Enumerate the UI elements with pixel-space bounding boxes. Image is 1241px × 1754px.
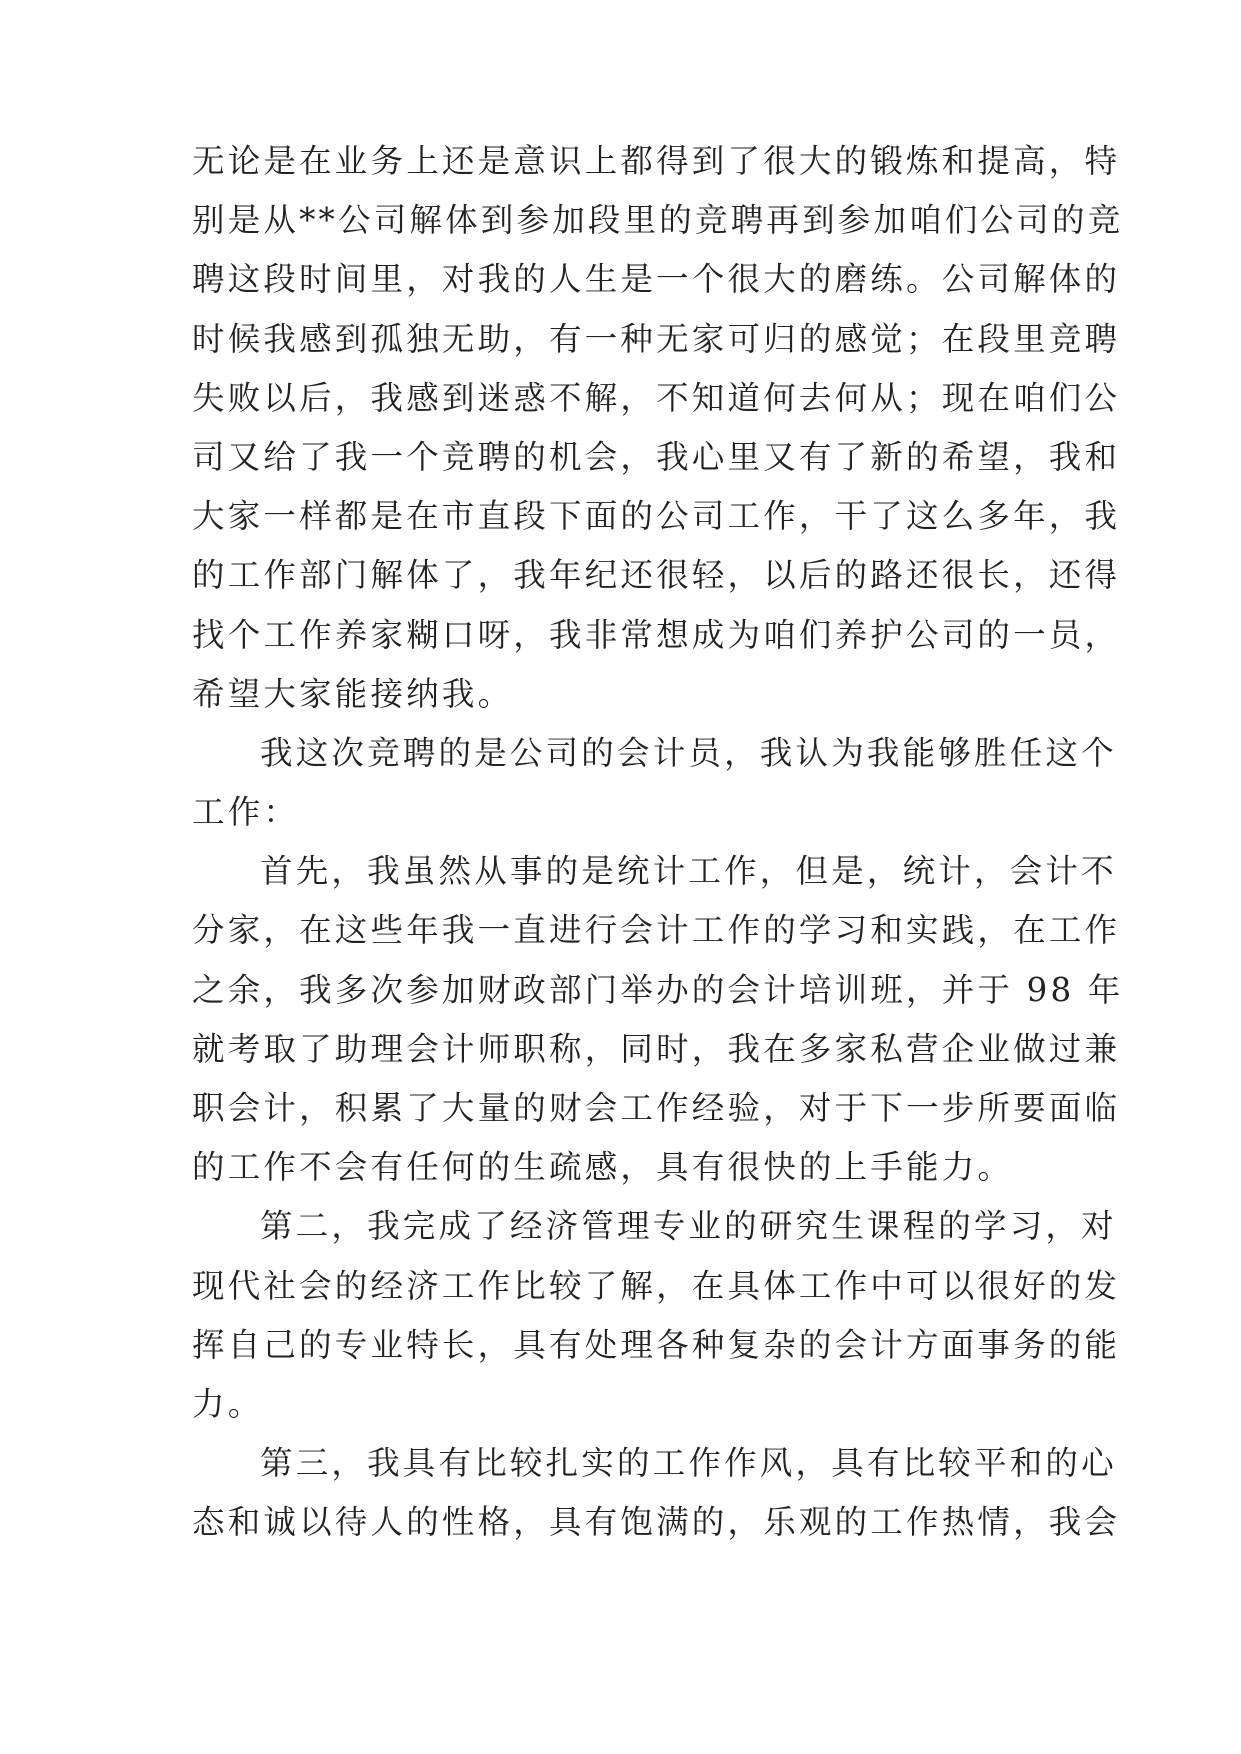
text-line: 希望大家能接纳我。 <box>192 674 514 713</box>
text-line: 工作： <box>192 793 300 832</box>
text-line: 职会计，积累了大量的财会工作经验，对于下一步所要面临 <box>192 1089 1121 1127</box>
text-line: 别是从**公司解体到参加段里的竞聘再到参加咱们公司的竞 <box>192 201 1124 240</box>
text-line: 就考取了助理会计师职称，同时，我在多家私营企业做过兼 <box>192 1029 1121 1068</box>
text-line: 失败以后，我感到迷惑不解，不知道何去何从；现在咱们公 <box>192 378 1121 417</box>
text-line: 无论是在业务上还是意识上都得到了很大的锻炼和提高，特 <box>192 142 1121 180</box>
text-line: 之余，我多次参加财政部门举办的会计培训班，并于 98 年 <box>192 970 1124 1009</box>
text-line: 分家，在这些年我一直进行会计工作的学习和实践，在工作 <box>192 911 1121 950</box>
text-line: 的工作部门解体了，我年纪还很轻，以后的路还很长，还得 <box>192 556 1121 595</box>
text-line: 力。 <box>192 1384 264 1423</box>
text-line: 找个工作养家糊口呀，我非常想成为咱们养护公司的一员， <box>192 615 1121 654</box>
document-body <box>192 132 1124 1553</box>
text-line: 第三，我具有比较扎实的工作作风，具有比较平和的心 <box>260 1444 1117 1483</box>
text-line: 第二，我完成了经济管理专业的研究生课程的学习，对 <box>260 1207 1117 1246</box>
text-line: 态和诚以待人的性格，具有饱满的，乐观的工作热情，我会 <box>192 1503 1121 1542</box>
text-line: 司又给了我一个竞聘的机会，我心里又有了新的希望，我和 <box>192 437 1121 476</box>
text-line: 聘这段时间里，对我的人生是一个很大的磨练。公司解体的 <box>192 260 1121 299</box>
text-line: 挥自己的专业特长，具有处理各种复杂的会计方面事务的能 <box>192 1325 1121 1364</box>
text-line: 首先，我虽然从事的是统计工作，但是，统计，会计不 <box>260 852 1117 891</box>
text-line: 现代社会的经济工作比较了解，在具体工作中可以很好的发 <box>192 1266 1121 1305</box>
text-line: 的工作不会有任何的生疏感，具有很快的上手能力。 <box>192 1148 1014 1187</box>
text-line: 时候我感到孤独无助，有一种无家可归的感觉；在段里竞聘 <box>192 319 1121 358</box>
text-line: 大家一样都是在市直段下面的公司工作，干了这么多年，我 <box>192 497 1121 536</box>
text-line: 我这次竞聘的是公司的会计员，我认为我能够胜任这个 <box>260 733 1117 772</box>
